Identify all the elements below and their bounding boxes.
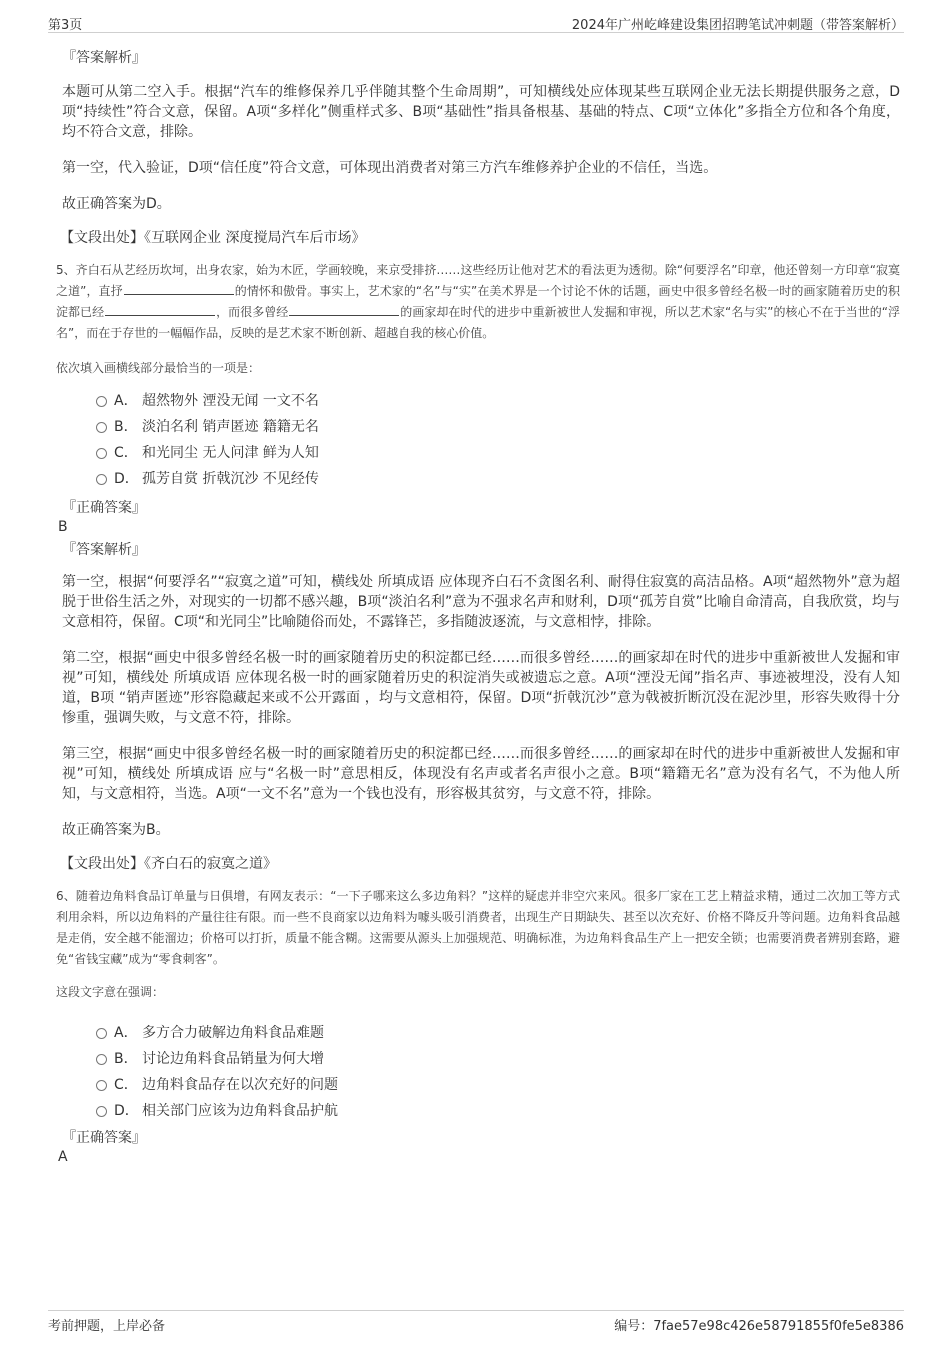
document-title: 2024年广州屹峰建设集团招聘笔试冲刺题（带答案解析） [571,18,904,33]
correct-answer: B [58,519,68,535]
option-c[interactable]: C． 边角料食品存在以次充好的问题 [56,1072,900,1098]
source-citation: 【文段出处】《互联网企业 深度搅局汽车后市场》 [60,230,366,246]
analysis-paragraph: 本题可从第二空入手。根据“汽车的维修保养几乎伴随其整个生命周期”，可知横线处应体现某些互联网企业无法长期提供服务之意，D项“持续性”符合文意，保留。A项“多样化”侧重样式多、B项“基础性”指具备根基、基础的特点、C项“立体化”多指全方位和各个角度，均不符合文意，排除。 [62,84,900,140]
analysis-label: 『答案解析』 [62,50,146,66]
question-prompt: 这段文字意在强调： [56,985,165,999]
analysis-paragraph: 第一空，代入验证，D项“信任度”符合文意，可体现出消费者对第三方汽车维修养护企业的不信任，当选。 [62,160,718,176]
footer-slogan: 考前押题，上岸必备 [48,1319,166,1334]
option-list [56,1020,900,1124]
analysis-conclusion: 故正确答案为D。 [62,196,171,212]
correct-answer: A [58,1149,68,1165]
option-b[interactable]: B． 淡泊名利 销声匿迹 籍籍无名 [56,414,900,440]
analysis-paragraph: 第一空，根据“何要浮名”“寂寞之道”可知，横线处 所填成语 应体现齐白石不贪图名利、耐得住寂寞的高洁品格。A项“超然物外”意为超脱于世俗生活之外，对现实的一切都不感兴趣，B项“淡泊名利”意为不强求名声和财利，D项“孤芳自赏”比喻自命清高，自我欣赏，均与文意相符，保留。C项“和光同尘”比喻随俗而处，不露锋芒，多指随波逐流，与文意相悖，排除。 [62,574,900,630]
page-footer [48,1310,904,1335]
option-list [56,388,900,492]
option-c[interactable]: C． 和光同尘 无人问津 鲜为人知 [56,440,900,466]
answer-blank [124,282,234,295]
answer-blank [289,303,399,316]
option-d[interactable]: D． 相关部门应该为边角料食品护航 [56,1098,900,1124]
analysis-conclusion: 故正确答案为B。 [62,822,170,838]
page-header [48,12,904,33]
question-prompt: 依次填入画横线部分最恰当的一项是： [56,361,261,375]
analysis-paragraph: 第二空，根据“画史中很多曾经名极一时的画家随着历史的积淀都已经……而很多曾经……的画家却在时代的进步中重新被世人发掘和审视”可知，横线处 所填成语 应体现名极一时的画家随着历史的积淀消失或被遗忘之意。A项“湮没无闻”指名声、事迹被埋没，没有人知道，B项 “销声匿迹”形容隐藏起来或不公开露面 ，均与文意相符，保留。D项“折戟沉沙”意为戟被折断沉没在泥沙里，形容失败得十分惨重，强调失败，与文意不符，排除。 [62,650,900,726]
question-5-text: 5、齐白石从艺经历坎坷，出身农家，始为木匠，学画较晚，来京受排挤……这些经历让他对艺术的看法更为透彻。除“何要浮名”印章，他还曾刻一方印章“寂寞之道”，直抒 的情怀和傲骨。事实上，艺术家的“名”与“实”在美术界是一个讨论不休的话题，画史中很多曾经名极一时的画家随着历史的积淀都已经 ，而很多曾经 的画家却在时代的进步中重新被世人发掘和审视，所以艺术家“名与实”的核心不在于当世的“浮名”，而在于存世的一幅幅作品，反映的是艺术家不断创新、超越自我的核心价值。 [56,263,900,340]
page-number: 第3页 [48,18,83,33]
radio-icon[interactable] [96,422,107,433]
option-a[interactable]: A． 多方合力破解边角料食品难题 [56,1020,900,1046]
question-6-text: 6、随着边角料食品订单量与日俱增，有网友表示：“一下子哪来这么多边角料？”这样的疑虑并非空穴来风。很多厂家在工艺上精益求精，通过二次加工等方式利用余料，所以边角料的产量往往有限。而一些不良商家以边角料为噱头吸引消费者，出现生产日期缺失、甚至以次充好、价格不降反升等问题。边角料食品越是走俏，安全越不能溜边；价格可以打折，质量不能含糊。这需要从源头上加强规范、明确标准，为边角料食品生产上一把安全锁；也需要消费者辨别套路，避免“省钱宝藏”成为“零食刺客”。 [56,889,900,966]
option-d[interactable]: D． 孤芳自赏 折戟沉沙 不见经传 [56,466,900,492]
answer-label: 『正确答案』 [62,500,146,516]
document-id: 编号：7fae57e98c426e58791855f0fe5e8386 [614,1319,904,1334]
radio-icon[interactable] [96,1080,107,1091]
radio-icon[interactable] [96,396,107,407]
answer-label: 『正确答案』 [62,1130,146,1146]
radio-icon[interactable] [96,1054,107,1065]
analysis-paragraph: 第三空，根据“画史中很多曾经名极一时的画家随着历史的积淀都已经……而很多曾经……的画家却在时代的进步中重新被世人发掘和审视”可知，横线处 所填成语 应与“名极一时”意思相反，体现没有名声或者名声很小之意。B项“籍籍无名”意为没有名气，不为他人所知，与文意相符，当选。A项“一文不名”意为一个钱也没有，形容极其贫穷，与文意不符，排除。 [62,746,900,802]
source-citation: 【文段出处】《齐白石的寂寞之道》 [60,856,277,872]
answer-blank [105,303,215,316]
radio-icon[interactable] [96,1028,107,1039]
option-b[interactable]: B． 讨论边角料食品销量为何大增 [56,1046,900,1072]
page-content [56,44,900,1166]
radio-icon[interactable] [96,474,107,485]
analysis-label: 『答案解析』 [62,542,146,558]
option-a[interactable]: A． 超然物外 湮没无闻 一文不名 [56,388,900,414]
radio-icon[interactable] [96,448,107,459]
radio-icon[interactable] [96,1106,107,1117]
